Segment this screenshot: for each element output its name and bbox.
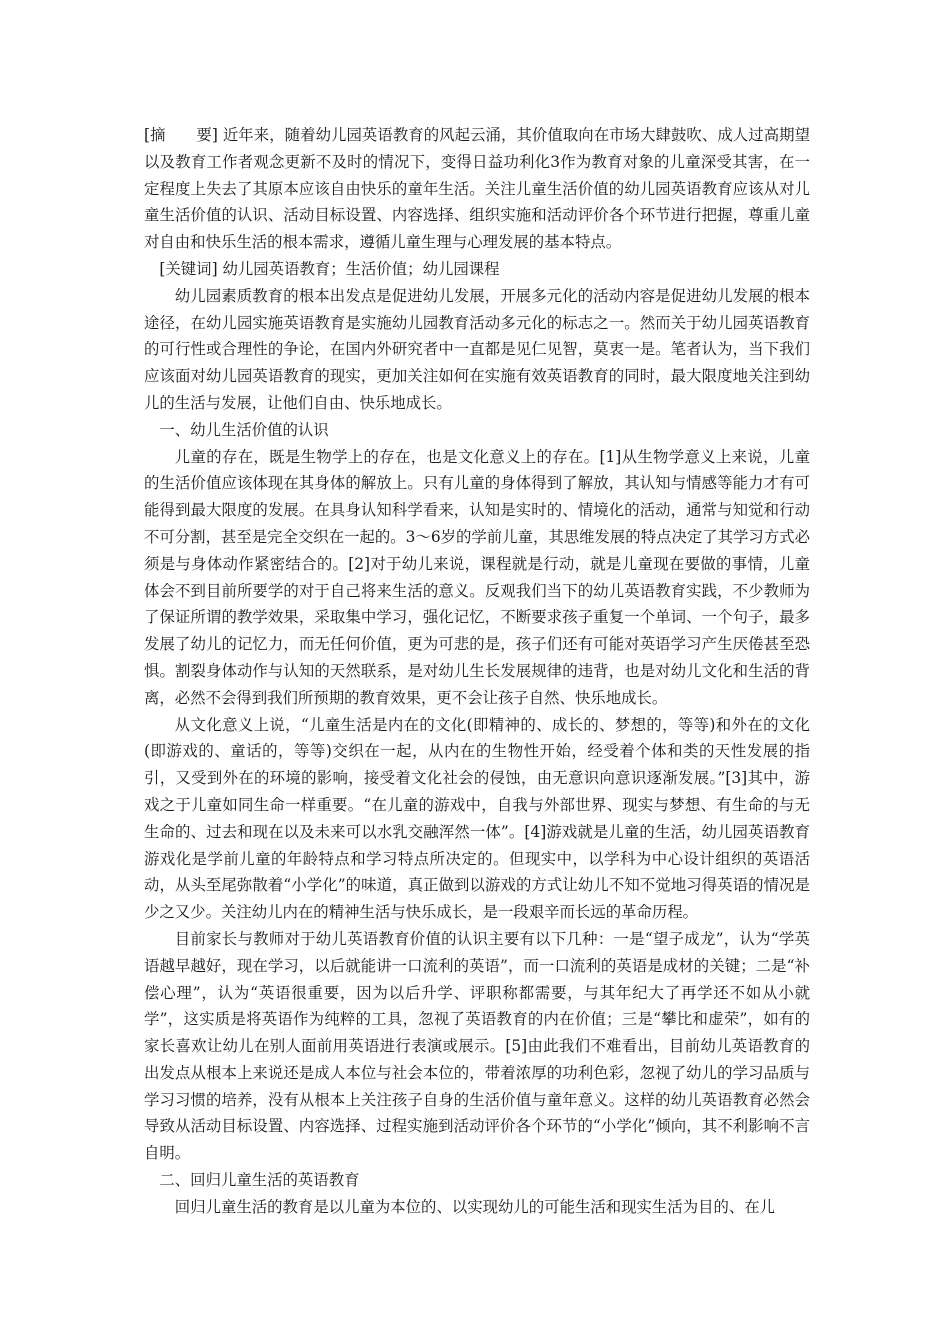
abstract-text: 近年来，随着幼儿园英语教育的风起云涌，其价值取向在市场大肆鼓吹、成人过高期望以及教育工作者观念更新不及时的情况下，变得日益功利化3作为教育对象的儿童深受其害，在一定程度上失去了其原本应该自由快乐的童年生活。关注儿童生活价值的幼儿园英语教育应该从对儿童生活价值的认识、活动目标设置、内容选择、组织实施和活动评价各个环节进行把握，尊重儿童对自由和快乐生活的根本需求，遵循儿童生理与心理发展的基本特点。 [144,126,810,252]
intro-paragraph: 幼儿园素质教育的根本出发点是促进幼儿发展，开展多元化的活动内容是促进幼儿发展的根本途径，在幼儿园实施英语教育是实施幼儿园教育活动多元化的标志之一。然而关于幼儿园英语教育的可行性或合理性的争论，在国内外研究者中一直都是见仁见智，莫衷一是。笔者认为，当下我们应该面对幼儿园英语教育的现实，更加关注如何在实施有效英语教育的同时，最大限度地关注到幼儿的生活与发展，让他们自由、快乐地成长。 [144,286,810,412]
keywords-label: [关键词] [159,259,218,278]
abstract-paragraph [144,122,810,256]
body-paragraph-2: 从文化意义上说，“儿童生活是内在的文化(即精神的、成长的、梦想的，等等)和外在的文化(即游戏的、童话的，等等)交织在一起，从内在的生物性开始，经受着个体和类的天性发展的指引，又受到外在的环境的影响，接受着文化社会的侵蚀，由无意识向意识逐渐发展。”[3]其中，游戏之于儿童如同生命一样重要。“在儿童的游戏中，自我与外部世界、现实与梦想、有生命的与无生命的、过去和现在以及未来可以水乳交融浑然一体”。[4]游戏就是儿童的生活，幼儿园英语教育游戏化是学前儿童的年龄特点和学习特点所决定的。但现实中，以学科为中心设计组织的英语活动，从头至尾弥散着“小学化”的味道，真正做到以游戏的方式让幼儿不知不觉地习得英语的情况是少之又少。关注幼儿内在的精神生活与快乐成长，是一段艰辛而长远的革命历程。 [144,715,810,922]
abstract-label: [摘 要] [144,126,218,144]
keywords-text: 幼儿园英语教育；生活价值；幼儿园课程 [222,259,500,278]
body-paragraph-3: 目前家长与教师对于幼儿英语教育价值的认识主要有以下几种：一是“望子成龙”，认为“学英语越早越好，现在学习，以后就能讲一口流利的英语”，而一口流利的英语是成材的关键；二是“补偿心理”，认为“英语很重要，因为以后升学、评职称都需要，与其年纪大了再学还不如从小就学”，这实质是将英语作为纯粹的工具，忽视了英语教育的内在价值；三是“攀比和虚荣”，如有的家长喜欢让幼儿在别人面前用英语进行表演或展示。[5]由此我们不难看出，目前幼儿英语教育的出发点从根本上来说还是成人本位与社会本位的，带着浓厚的功利色彩，忽视了幼儿的学习品质与学习习惯的培养，没有从根本上关注孩子自身的生活价值与童年意义。这样的幼儿英语教育必然会导致从活动目标设置、内容选择、过程实施到活动评价各个环节的“小学化”倾向，其不利影响不言自明。 [144,929,810,1163]
document-page [144,122,810,1221]
section-heading-2: 二、回归儿童生活的英语教育 [159,1171,360,1190]
body-paragraph-1: 儿童的存在，既是生物学上的存在，也是文化意义上的存在。[1]从生物学意义上来说，儿童的生活价值应该体现在其身体的解放上。只有儿童的身体得到了解放，其认知与情感等能力才有可能得到最大限度的发展。在具身认知科学看来，认知是实时的、情境化的活动，通常与知觉和行动不可分割，甚至是完全交织在一起的。3～6岁的学前儿童，其思维发展的特点决定了其学习方式必须是与身体动作紧密结合的。[2]对于幼儿来说，课程就是行动，就是儿童现在要做的事情，儿童体会不到目前所要学的对于自己将来生活的意义。反观我们当下的幼儿英语教育实践，不少教师为了保证所谓的教学效果，采取集中学习，强化记忆，不断要求孩子重复一个单词、一个句子，最多发展了幼儿的记忆力，而无任何价值，更为可悲的是，孩子们还有可能对英语学习产生厌倦甚至恐惧。割裂身体动作与认知的天然联系，是对幼儿生长发展规律的违背，也是对幼儿文化和生活的背离，必然不会得到我们所预期的教育效果，更不会让孩子自然、快乐地成长。 [144,447,810,707]
body-paragraph-4: 回归儿童生活的教育是以儿童为本位的、以实现幼儿的可能生活和现实生活为目的、在儿 [174,1197,776,1216]
keywords-paragraph [144,256,810,283]
section-heading-1: 一、幼儿生活价值的认识 [159,420,329,439]
